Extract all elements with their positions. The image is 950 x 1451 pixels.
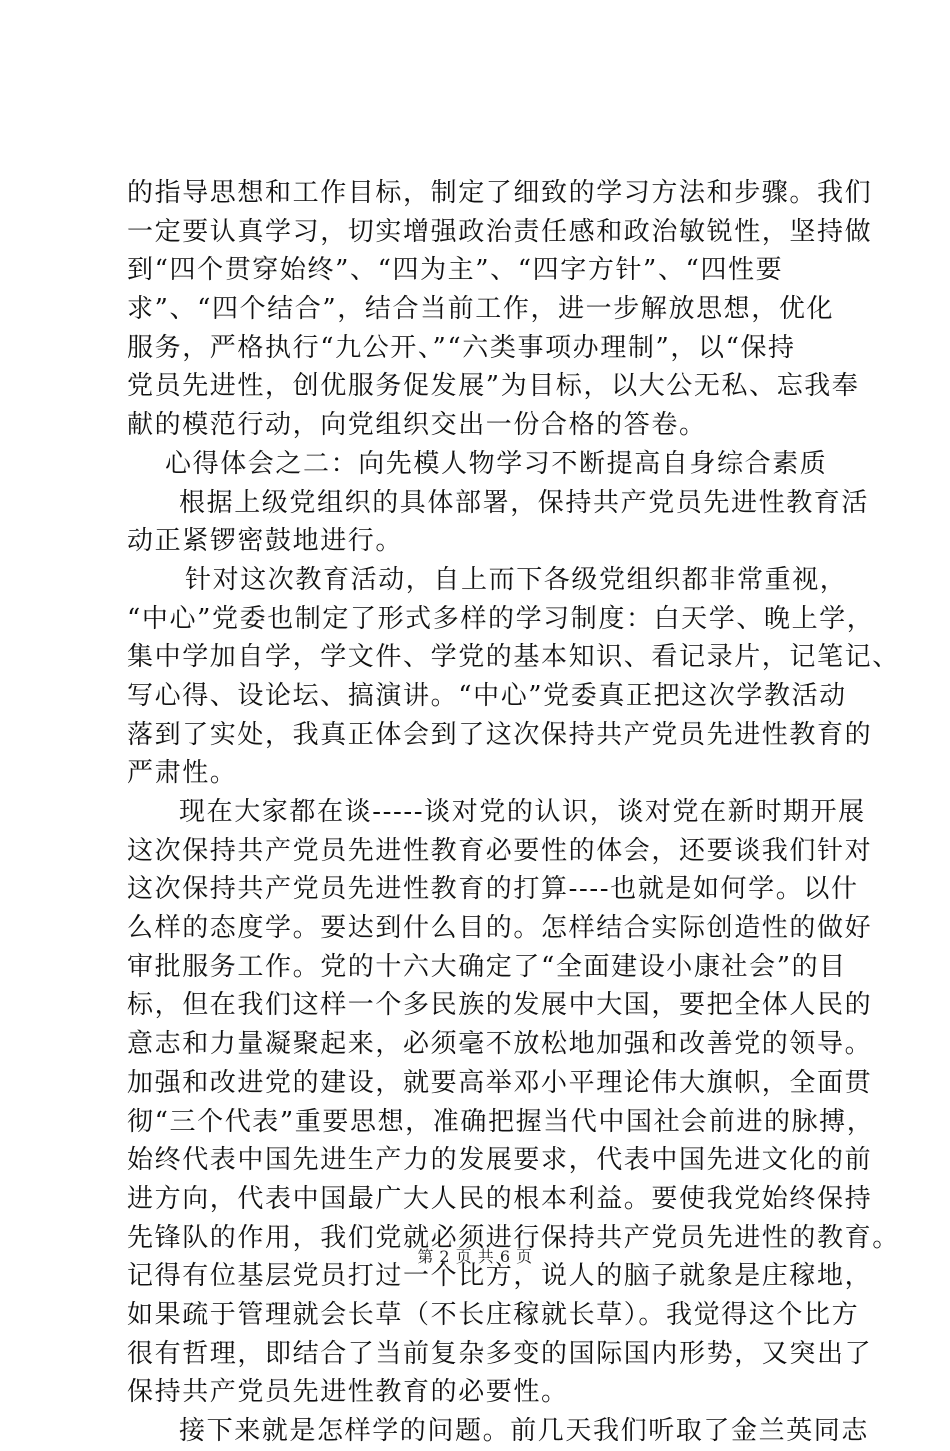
body-line: 写心得、设论坛、搞演讲。“中心”党委真正把这次学教活动	[127, 680, 847, 711]
body-line: 先锋队的作用，我们党就必须进行保持共产党员先进性的教育。	[127, 1222, 900, 1253]
body-line: 始终代表中国先进生产力的发展要求，代表中国先进文化的前	[127, 1145, 873, 1176]
body-line: 如果疏于管理就会长草（不长庄稼就长草）。我觉得这个比方	[127, 1299, 860, 1330]
body-line: 保持共产党员先进性教育的必要性。	[127, 1377, 569, 1408]
body-line: 记得有位基层党员打过一个比方，说人的脑子就象是庄稼地，	[127, 1261, 873, 1292]
body-line: 这次保持共产党员先进性教育的打算----也就是如何学。以什	[127, 874, 859, 905]
body-line: 根据上级党组织的具体部署，保持共产党员先进性教育活	[179, 487, 870, 518]
body-line: 这次保持共产党员先进性教育必要性的体会，还要谈我们针对	[127, 835, 873, 866]
body-line: “中心”党委也制定了形式多样的学习制度：白天学、晚上学，	[127, 603, 875, 634]
body-line: 现在大家都在谈-----谈对党的认识，谈对党在新时期开展	[179, 797, 866, 827]
body-line: 加强和改进党的建设，就要高举邓小平理论伟大旗帜，全面贯	[127, 1067, 873, 1098]
body-line: 严肃性。	[127, 758, 238, 789]
body-line: 彻“三个代表”重要思想，准确把握当代中国社会前进的脉搏，	[127, 1106, 875, 1137]
body-line: 么样的态度学。要达到什么目的。怎样结合实际创造性的做好	[127, 913, 873, 944]
body-line: 一定要认真学习，切实增强政治责任感和政治敏锐性，坚持做	[127, 216, 873, 247]
body-line: 落到了实处，我真正体会到了这次保持共产党员先进性教育的	[127, 719, 873, 750]
body-line: 标，但在我们这样一个多民族的发展中大国，要把全体人民的	[127, 990, 873, 1021]
body-line: 求”、“四个结合”，结合当前工作，进一步解放思想，优化	[127, 294, 835, 325]
body-line: 集中学加自学，学文件、学党的基本知识、看记录片，记笔记、	[127, 642, 900, 673]
body-line: 意志和力量凝聚起来，必须毫不放松地加强和改善党的领导。	[127, 1029, 873, 1060]
body-line: 审批服务工作。党的十六大确定了“全面建设小康社会”的目	[127, 951, 847, 982]
body-line: 进方向，代表中国最广大人民的根本利益。要使我党始终保持	[127, 1183, 873, 1214]
body-line: 动正紧锣密鼓地进行。	[127, 526, 404, 557]
body-line: 针对这次教育活动，自上而下各级党组织都非常重视，	[185, 564, 848, 595]
body-line: 服务，严格执行“九公开、”“六类事项办理制”，以“保持	[127, 332, 796, 363]
body-line: 党员先进性，创优服务促发展”为目标，以大公无私、忘我奉	[127, 371, 860, 402]
body-line: 接下来就是怎样学的问题。前几天我们听取了金兰英同志	[179, 1416, 870, 1446]
body-line: 很有哲理，即结合了当前复杂多变的国际国内形势，又突出了	[127, 1338, 873, 1369]
page-number-footer: 第 2 页 共 6 页	[417, 1247, 533, 1266]
body-line: 到“四个贯穿始终”、“四为主”、“四字方针”、“四性要	[127, 255, 784, 286]
body-line: 献的模范行动，向党组织交出一份合格的答卷。	[127, 410, 707, 441]
section-heading: 心得体会之二：向先模人物学习不断提高自身综合素质	[165, 448, 828, 479]
body-line: 的指导思想和工作目标，制定了细致的学习方法和步骤。我们	[127, 178, 873, 208]
